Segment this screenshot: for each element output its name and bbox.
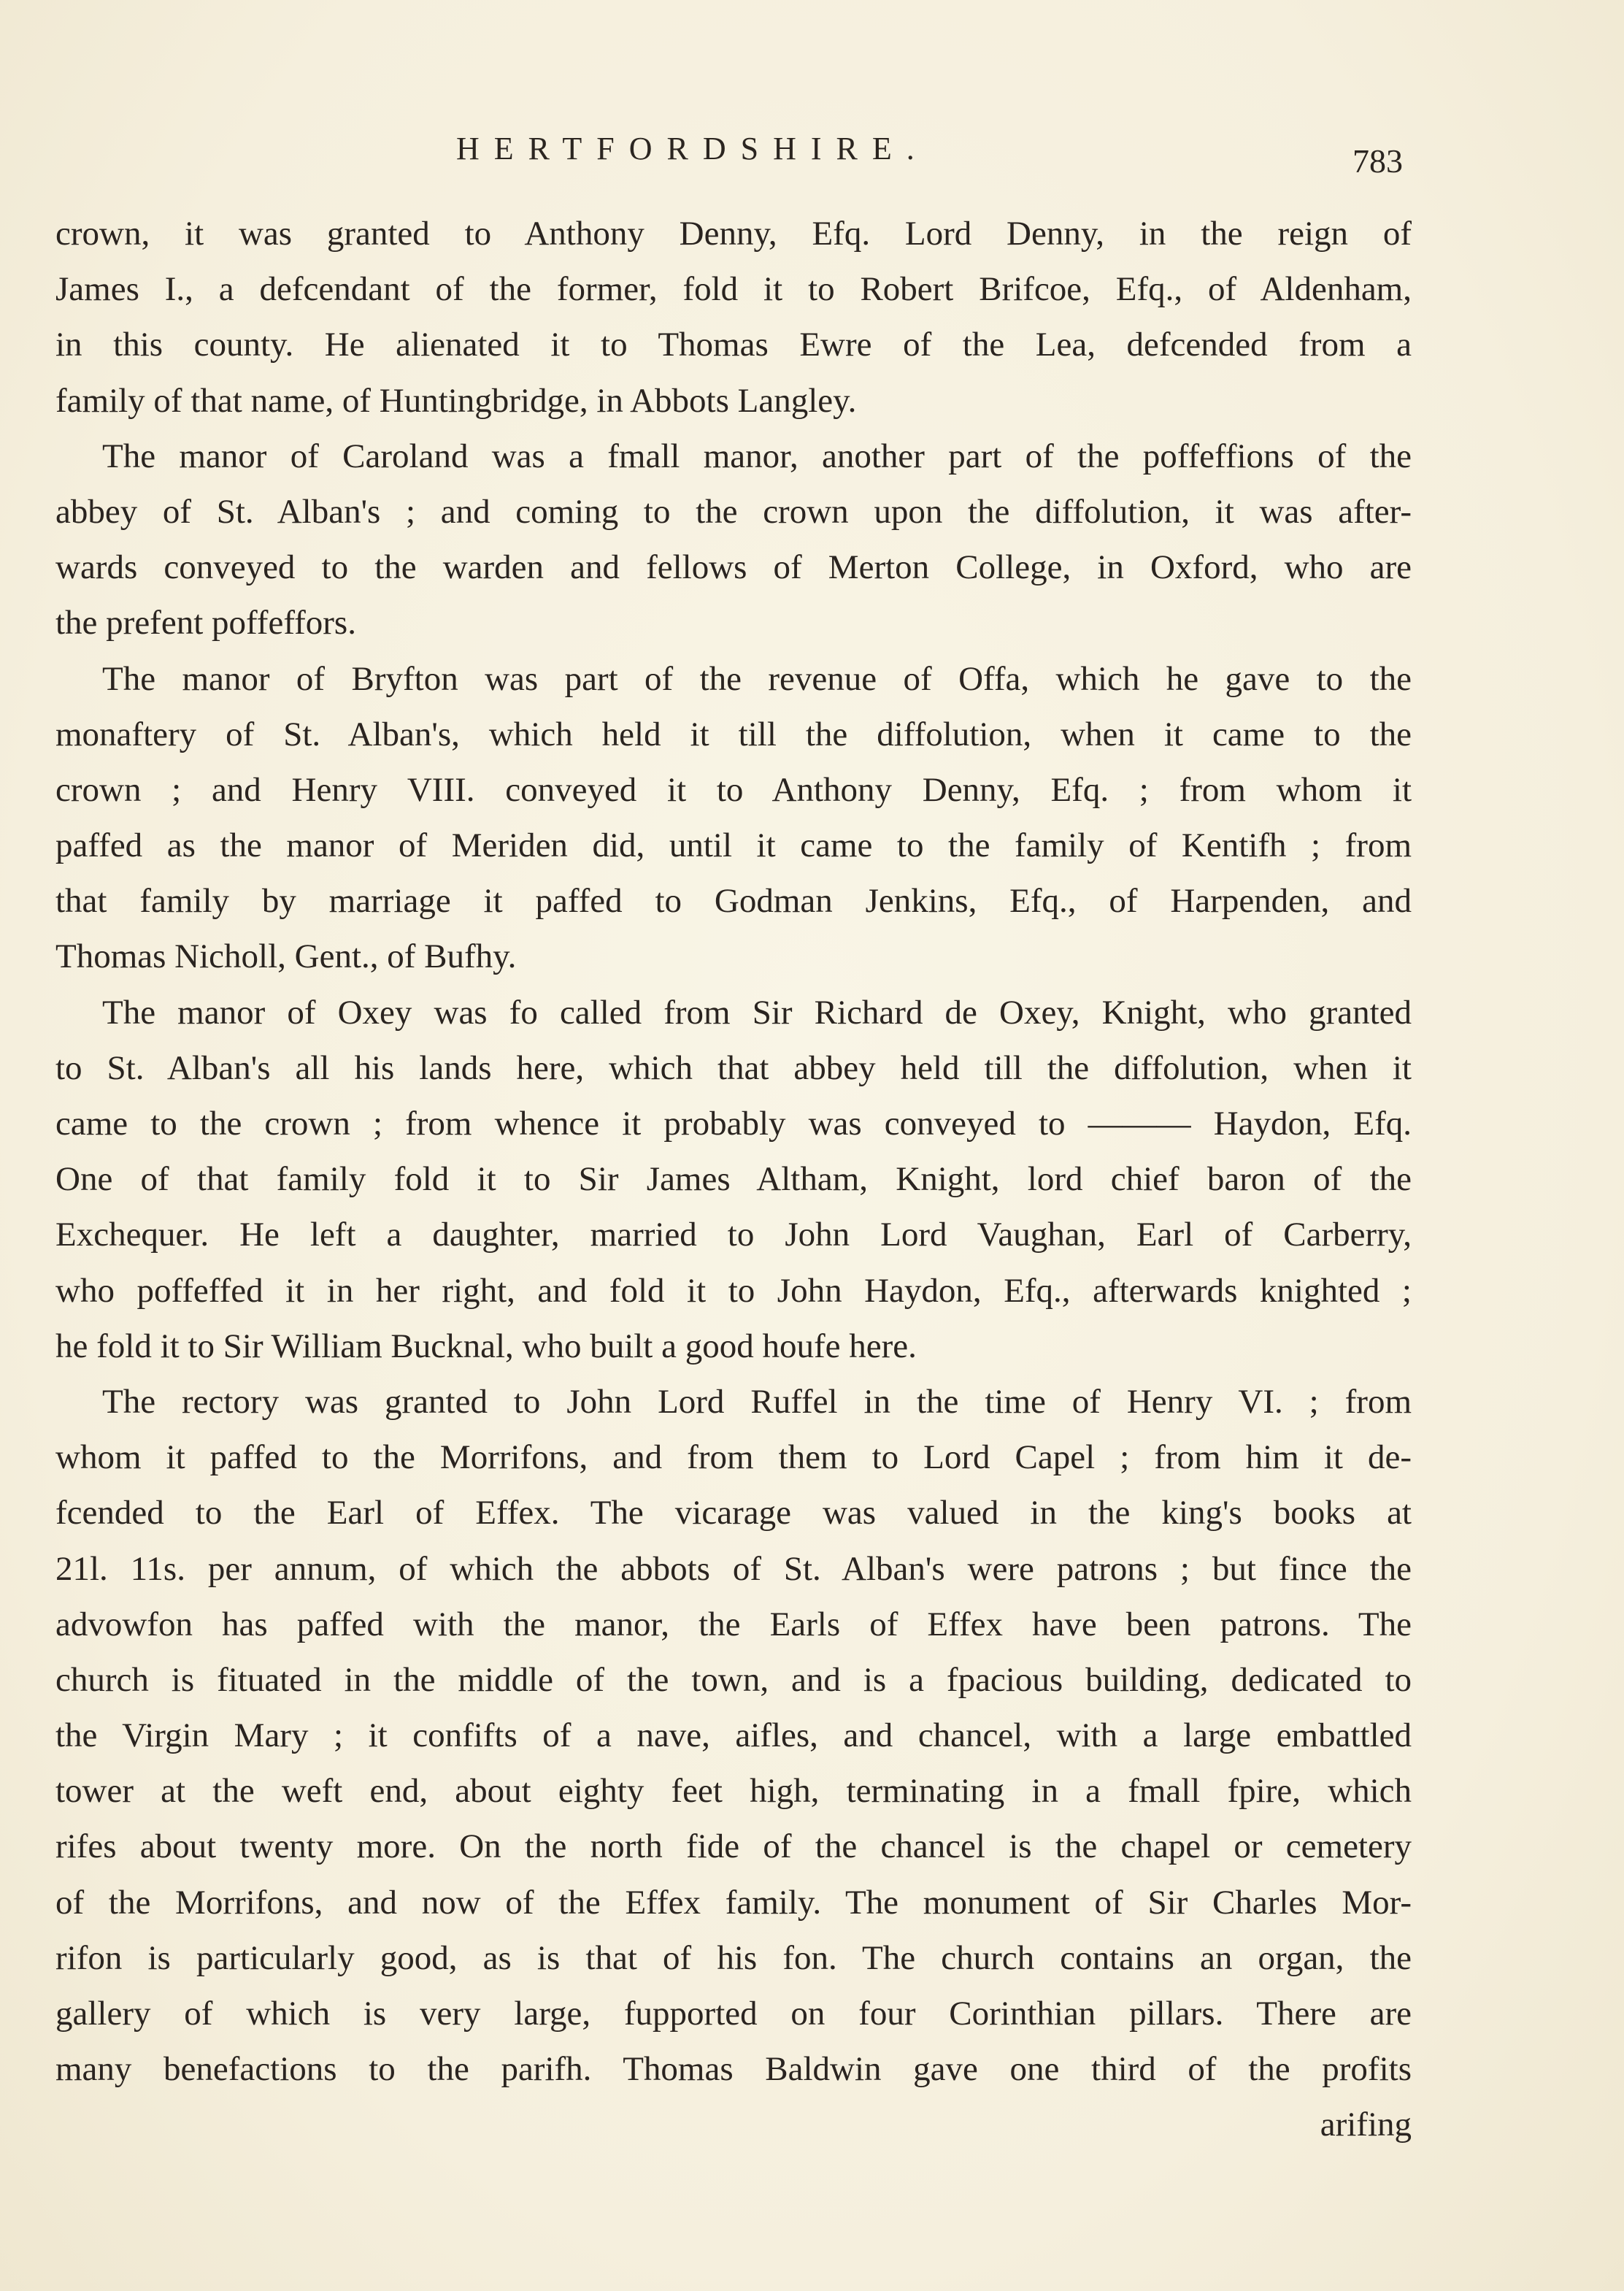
text-line: One of that family fold it to Sir James Altham, Knight, lord chief baron of the (55, 1160, 1412, 1199)
text-line: The rectory was granted to John Lord Ruffel in the time of Henry VI. ; from (102, 1382, 1412, 1421)
text-line: rifon is particularly good, as is that of his fon. The church contains an organ, the (55, 1938, 1412, 1977)
text-line: advowfon has paffed with the manor, the Earls of Effex have been patrons. The (55, 1605, 1412, 1643)
text-line: fcended to the Earl of Effex. The vicarage was valued in the king's books at (55, 1494, 1412, 1532)
text-line: church is fituated in the middle of the town, and is a fpacious building, dedicated to (55, 1660, 1412, 1699)
text-line: whom it paffed to the Morrifons, and from them to Lord Capel ; from him it de- (55, 1438, 1412, 1477)
text-line: wards conveyed to the warden and fellows of Merton College, in Oxford, who are (55, 548, 1412, 587)
paragraph (55, 206, 1412, 429)
text-line: rifes about twenty more. On the north fide of the chancel is the chapel or cemetery (55, 1827, 1412, 1866)
text-line: he fold it to Sir William Bucknal, who built a good houfe here. (55, 1327, 917, 1365)
text-line: paffed as the manor of Meriden did, until it came to the family of Kentifh ; from (55, 826, 1412, 865)
text-line: abbey of St. Alban's ; and coming to the crown upon the diffolution, it was after- (55, 492, 1412, 531)
text-line: in this county. He alienated it to Thomas Ewre of the Lea, defcended from a (55, 326, 1412, 364)
text-line: James I., a defcendant of the former, fold it to Robert Brifcoe, Efq., of Aldenham, (55, 270, 1412, 309)
text-line: the prefent poffeffors. (55, 604, 356, 642)
page-number: 783 (1352, 142, 1403, 180)
catchword-row (55, 2097, 1412, 2152)
text-line: Exchequer. He left a daughter, married to John Lord Vaughan, Earl of Carberry, (55, 1216, 1412, 1254)
text-line: who poffeffed it in her right, and fold it to John Haydon, Efq., afterwards knighted ; (55, 1271, 1412, 1310)
text-line: of the Morrifons, and now of the Effex family. The monument of Sir Charles Mor- (55, 1883, 1412, 1922)
text-line: tower at the weft end, about eighty feet high, terminating in a fmall fpire, which (55, 1772, 1412, 1811)
text-line: gallery of which is very large, fupported on four Corinthian pillars. There are (55, 1995, 1412, 2033)
text-line: 21l. 11s. per annum, of which the abbots of St. Alban's were patrons ; but fince the (55, 1549, 1412, 1588)
text-line: to St. Alban's all his lands here, which that abbey held till the diffolution, when it (55, 1048, 1412, 1087)
paragraph (55, 429, 1412, 651)
text-line: monaftery of St. Alban's, which held it till the diffolution, when it came to the (55, 715, 1412, 753)
text-line: Thomas Nicholl, Gent., of Bufhy. (55, 937, 517, 976)
catchword: arifing (1320, 2106, 1412, 2144)
paragraph (55, 1374, 1412, 2097)
paragraph (55, 651, 1412, 985)
text-line: crown ; and Henry VIII. conveyed it to Anthony Denny, Efq. ; from whom it (55, 770, 1412, 809)
text-line: crown, it was granted to Anthony Denny, Efq. Lord Denny, in the reign of (55, 215, 1412, 253)
page-header (0, 123, 1624, 180)
paragraph (55, 985, 1412, 1374)
text-line: The manor of Bryfton was part of the revenue of Offa, which he gave to the (102, 659, 1412, 698)
text-line: that family by marriage it paffed to Godman Jenkins, Efq., of Harpenden, and (55, 882, 1412, 921)
text-line: family of that name, of Huntingbridge, in Abbots Langley. (55, 381, 857, 420)
text-line: The manor of Oxey was fo called from Sir Richard de Oxey, Knight, who granted (102, 993, 1412, 1032)
text-line: the Virgin Mary ; it confifts of a nave, aifles, and chancel, with a large embattled (55, 1716, 1412, 1755)
text-line: many benefactions to the parifh. Thomas Baldwin gave one third of the profits (55, 2050, 1412, 2089)
running-head: HERTFORDSHIRE. (456, 131, 929, 166)
text-line: came to the crown ; from whence it probably was conveyed to ——— Haydon, Efq. (55, 1105, 1412, 1143)
text-line: The manor of Caroland was a fmall manor, another part of the poffeffions of the (102, 437, 1412, 475)
body-text (55, 206, 1412, 2153)
